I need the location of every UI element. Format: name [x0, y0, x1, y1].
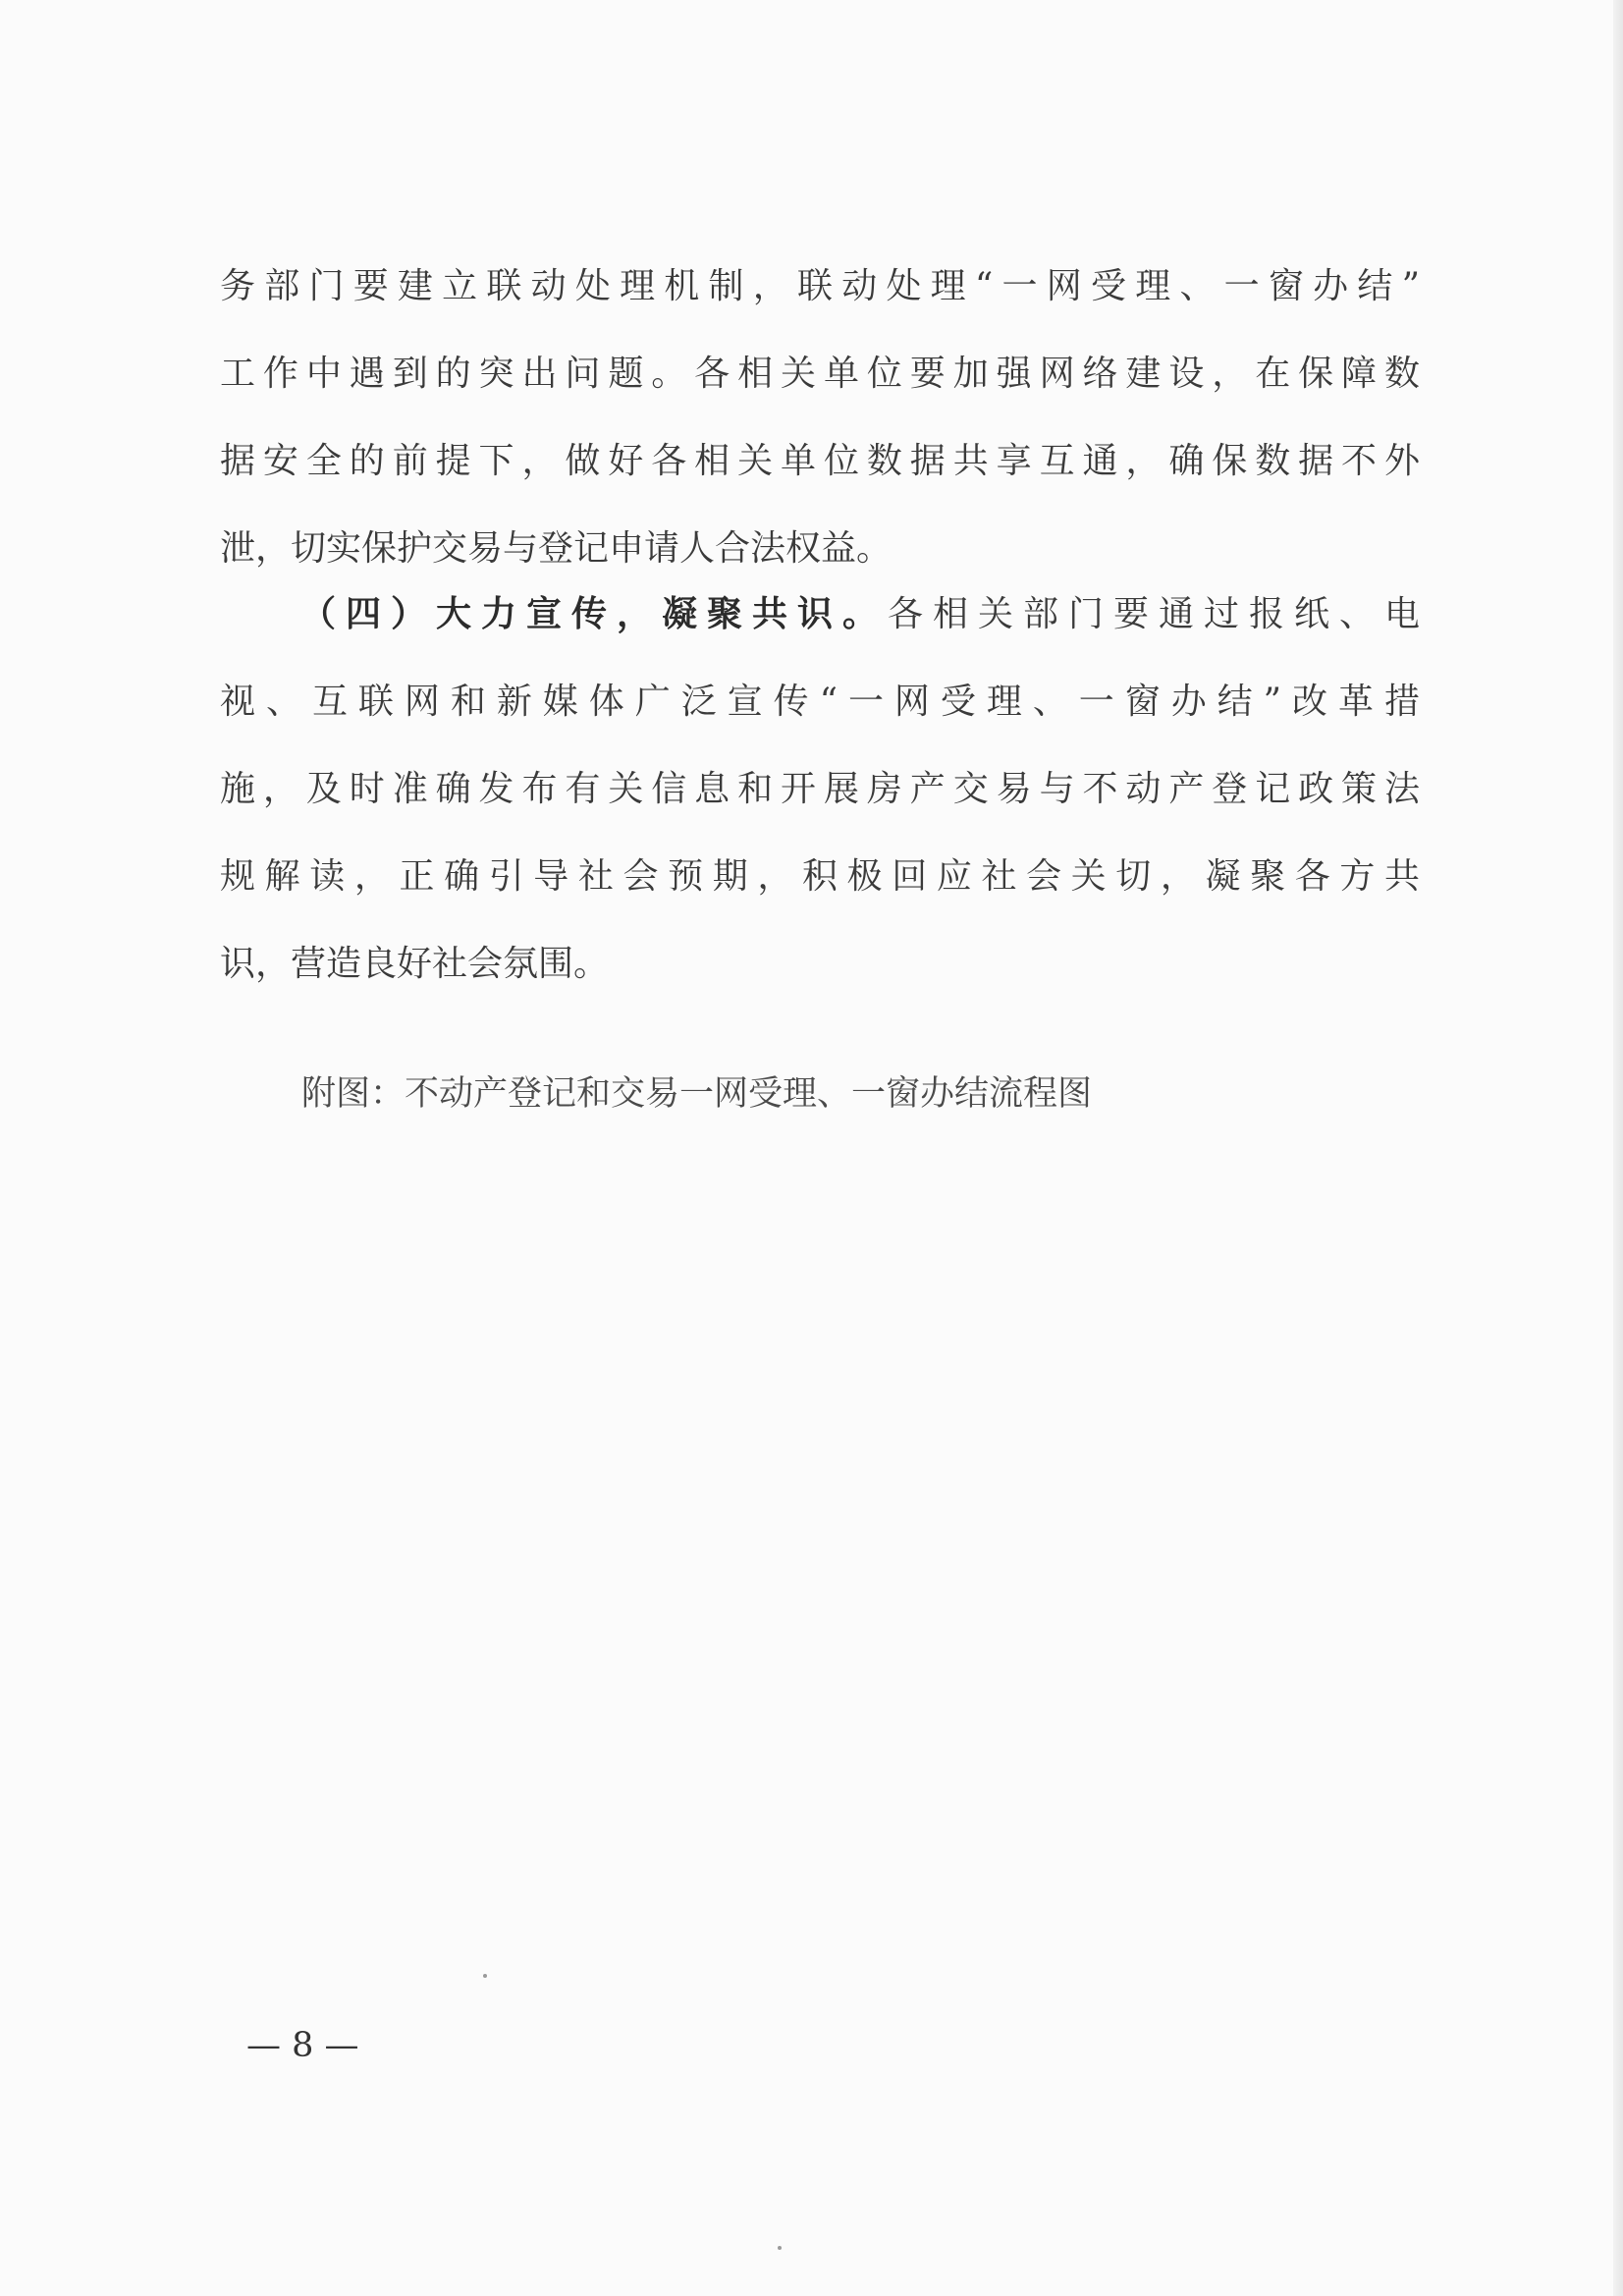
paragraph-line: 泄，切实保护交易与登记申请人合法权益。: [220, 528, 893, 569]
paragraph-continued: [220, 243, 1420, 592]
paragraph-line: 规解读，正确引导社会预期，积极回应社会关切，凝聚各方共: [220, 856, 1420, 897]
paragraph-first-line-text: 各相关部门要通过报纸、电: [887, 594, 1420, 634]
paragraph-first-line: [220, 571, 1420, 658]
scan-speck: [483, 1974, 487, 1978]
scan-speck: [778, 2246, 782, 2250]
publicity-paragraph: [220, 571, 1420, 1008]
paragraph-line: 施，及时准确发布有关信息和开展房产交易与不动产登记政策法: [220, 769, 1420, 809]
paragraph-line: 视、互联网和新媒体广泛宣传“一网受理、一窗办结”改革措: [220, 682, 1420, 722]
paragraph-line: 据安全的前提下，做好各相关单位数据共享互通，确保数据不外: [220, 441, 1420, 481]
attachment-caption: 附图：不动产登记和交易一网受理、一窗办结流程图: [301, 1074, 1093, 1114]
paragraph-line: 务部门要建立联动处理机制，联动处理“一网受理、一窗办结”: [220, 266, 1420, 306]
page-number: — 8 —: [246, 2026, 359, 2065]
paragraph-line: 工作中遇到的突出问题。各相关单位要加强网络建设，在保障数: [220, 354, 1420, 394]
scan-edge-shadow: [1613, 0, 1623, 2296]
section-heading: （四）大力宣传，凝聚共识。: [291, 594, 888, 634]
paragraph-line: 识，营造良好社会氛围。: [220, 944, 610, 984]
